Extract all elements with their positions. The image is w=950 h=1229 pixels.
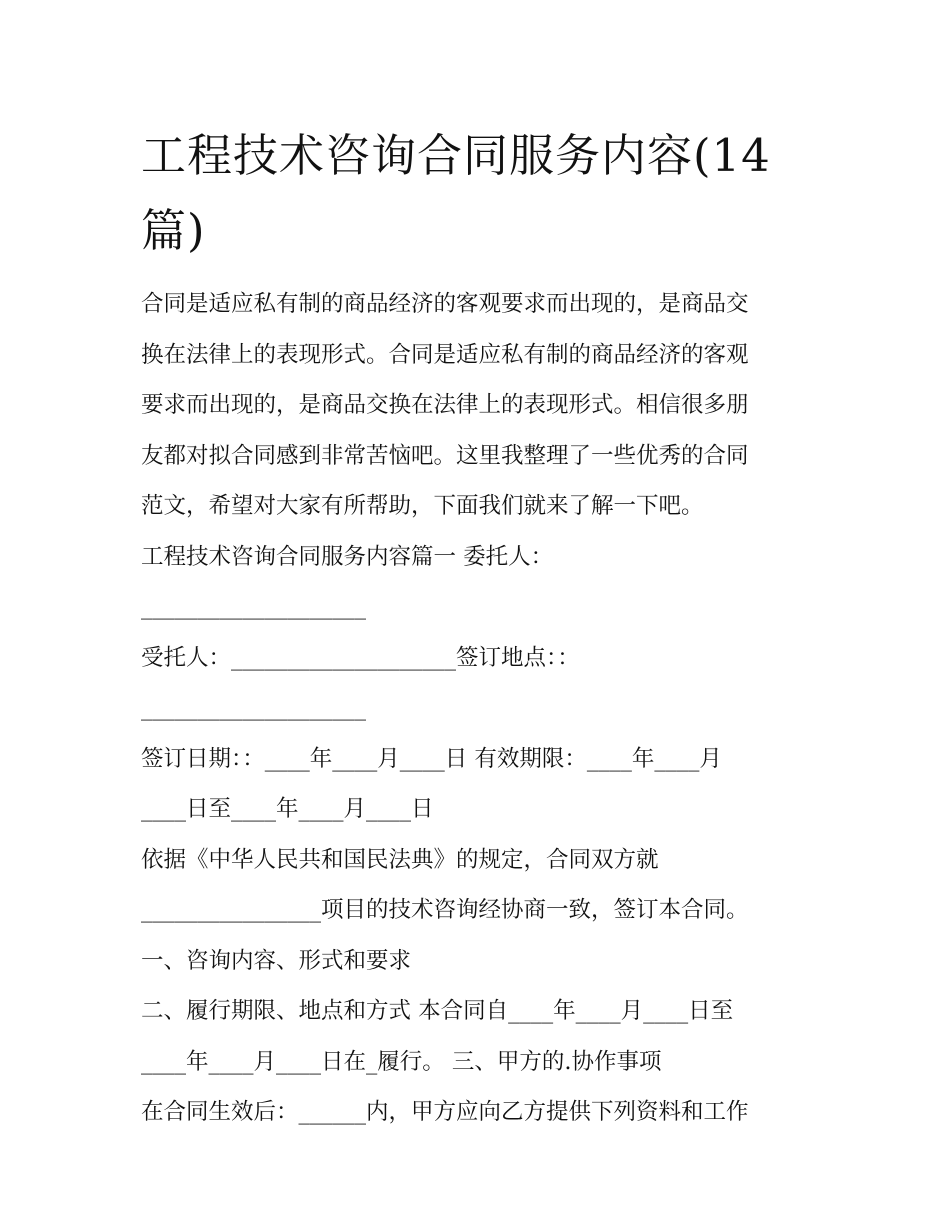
body-line: 依据《中华人民共和国民法典》的规定，合同双方就 bbox=[141, 846, 659, 873]
document-body bbox=[141, 279, 821, 1138]
document-page bbox=[141, 118, 821, 1138]
body-line: ____年____月____日在_履行。 三、甲方的.协作事项 bbox=[141, 1048, 662, 1075]
body-line: 受托人：____________________签订地点：： bbox=[141, 644, 580, 671]
body-line: ____日至____年____月____日 bbox=[141, 796, 434, 822]
body-line: ________________项目的技术咨询经协商一致，签订本合同。 bbox=[141, 897, 749, 923]
blank-field: ____________________ bbox=[141, 594, 366, 620]
body-line: 签订日期：：____年____月____日 有效期限：____年____月 bbox=[141, 745, 722, 772]
body-line: 合同是适应私有制的商品经济的客观要求而出现的，是商品交 bbox=[141, 291, 749, 317]
title-line-2: 篇) bbox=[141, 204, 206, 257]
section-heading: 工程技术咨询合同服务内容篇一 委托人： bbox=[141, 543, 554, 570]
blank-field: ____________________ bbox=[141, 695, 366, 721]
body-line: 范文，希望对大家有所帮助，下面我们就来了解一下吧。 bbox=[141, 493, 704, 519]
body-line: 友都对拟合同感到非常苦恼吧。这里我整理了一些优秀的合同 bbox=[141, 442, 749, 469]
body-line: 在合同生效后：______内，甲方应向乙方提供下列资料和工作 bbox=[141, 1099, 749, 1125]
body-line: 要求而出现的，是商品交换在法律上的表现形式。相信很多朋 bbox=[141, 392, 749, 418]
clause-heading: 一、咨询内容、形式和要求 bbox=[141, 947, 412, 974]
document-title bbox=[141, 118, 821, 268]
clause-heading: 二、履行期限、地点和方式 本合同自____年____月____日至 bbox=[141, 998, 734, 1024]
title-line-1: 工程技术咨询合同服务内容(14 bbox=[141, 129, 771, 182]
body-line: 换在法律上的表现形式。合同是适应私有制的商品经济的客观 bbox=[141, 341, 749, 368]
